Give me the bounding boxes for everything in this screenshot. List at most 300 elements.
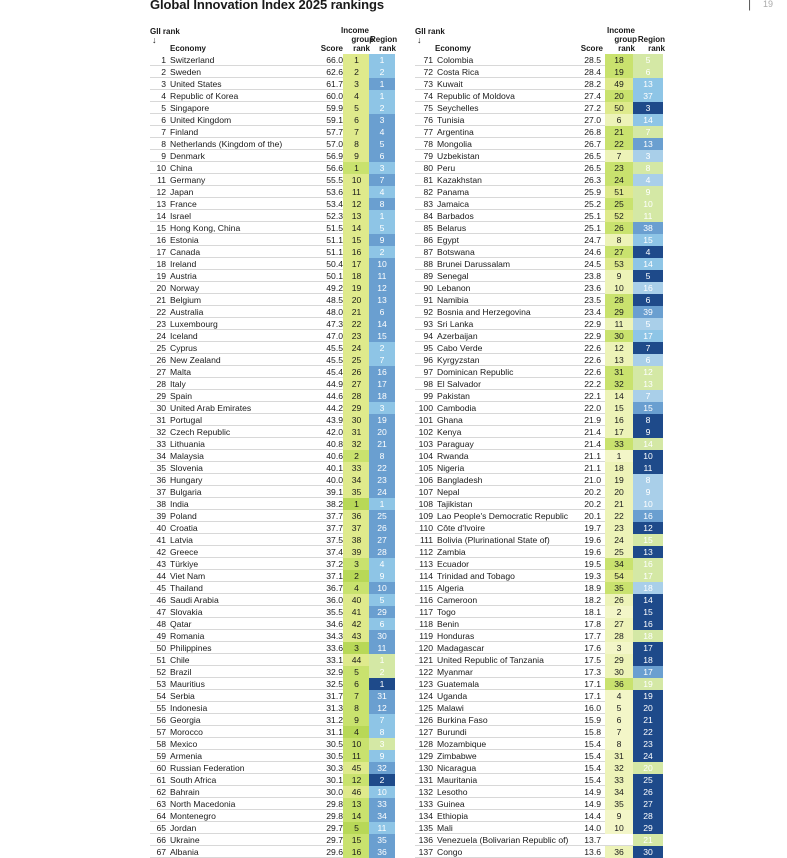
economy-cell: Belgium [170,295,202,305]
table-row [150,90,395,102]
income-rank-cell: 17 [343,258,370,270]
rank-cell: 32 [156,427,166,437]
economy-cell: Kyrgyzstan [437,355,480,365]
income-rank-cell: 28 [605,630,633,642]
table-row [415,786,660,798]
score-cell: 60.0 [326,91,343,101]
region-rank-cell: 28 [633,810,663,822]
region-rank-cell: 15 [369,330,395,342]
region-rank-cell: 38 [633,222,663,234]
region-rank-cell: 7 [633,342,663,354]
score-cell: 15.8 [584,727,601,737]
rank-cell: 100 [418,403,433,413]
score-cell: 26.8 [584,127,601,137]
income-rank-cell: 44 [343,654,370,666]
economy-cell: El Salvador [437,379,481,389]
economy-cell: Austria [170,271,197,281]
region-rank-cell: 10 [633,198,663,210]
rank-cell: 12 [156,187,166,197]
income-rank-cell: 7 [605,150,633,162]
region-rank-cell: 1 [369,498,395,510]
score-cell: 27.2 [584,103,601,113]
rank-cell: 130 [418,763,433,773]
table-row [150,570,395,582]
table-row [150,78,395,90]
income-rank-cell: 32 [605,762,633,774]
score-cell: 22.6 [584,343,601,353]
income-rank-cell: 37 [343,522,370,534]
rank-cell: 34 [156,451,166,461]
score-cell: 21.1 [584,451,601,461]
income-rank-cell: 29 [605,306,633,318]
table-row [150,66,395,78]
economy-cell: Ukraine [170,835,200,845]
table-row [415,162,660,174]
income-rank-cell: 18 [605,54,633,66]
score-cell: 29.6 [326,847,343,857]
region-rank-cell: 6 [369,306,395,318]
score-cell: 56.9 [326,151,343,161]
score-cell: 21.9 [584,415,601,425]
economy-cell: Egypt [437,235,459,245]
region-rank-cell: 24 [633,750,663,762]
rank-cell: 76 [423,115,433,125]
table-row [415,690,660,702]
region-rank-cell: 39 [633,306,663,318]
table-row [415,330,660,342]
table-row [415,258,660,270]
rank-cell: 103 [418,439,433,449]
economy-cell: North Macedonia [170,799,236,809]
region-rank-cell: 12 [633,522,663,534]
income-rank-cell: 19 [605,474,633,486]
table-row [415,402,660,414]
table-row [150,198,395,210]
income-rank-cell: 32 [343,438,370,450]
income-rank-cell: 25 [605,546,633,558]
income-rank-cell: 14 [343,810,370,822]
economy-cell: Serbia [170,691,195,701]
economy-cell: Venezuela (Bolivarian Republic of) [437,835,569,845]
table-row [415,246,660,258]
income-rank-cell: 2 [343,450,370,462]
rank-cell: 72 [423,67,433,77]
economy-cell: South Africa [170,775,217,785]
score-cell: 25.1 [584,211,601,221]
table-row [415,438,660,450]
region-rank-cell: 10 [369,582,395,594]
economy-cell: Seychelles [437,103,479,113]
economy-cell: Colombia [437,55,474,65]
region-rank-cell: 29 [369,606,395,618]
rank-cell: 91 [423,295,433,305]
income-rank-cell: 35 [343,486,370,498]
rank-cell: 20 [156,283,166,293]
economy-cell: Bangladesh [437,475,483,485]
score-cell: 17.6 [584,643,601,653]
table-row [150,798,395,810]
region-rank-cell: 6 [633,294,663,306]
income-rank-cell: 18 [605,462,633,474]
table-row [415,798,660,810]
region-rank-cell: 9 [633,426,663,438]
score-cell: 17.7 [584,631,601,641]
region-rank-cell: 11 [369,642,395,654]
score-cell: 22.6 [584,355,601,365]
table-row [415,582,660,594]
table-row [415,270,660,282]
rank-cell: 127 [418,727,433,737]
region-rank-cell: 35 [369,834,395,846]
table-row [150,114,395,126]
table-row [150,738,395,750]
region-rank-cell: 3 [369,114,395,126]
rank-cell: 56 [156,715,166,725]
region-rank-cell: 3 [633,150,663,162]
income-rank-cell: 4 [343,582,370,594]
economy-cell: Estonia [170,235,199,245]
income-rank-cell: 15 [343,234,370,246]
table-row [415,222,660,234]
score-cell: 39.1 [326,487,343,497]
table-row [415,426,660,438]
rank-cell: 22 [156,307,166,317]
score-cell: 45.5 [326,355,343,365]
income-rank-cell: 23 [605,162,633,174]
region-rank-cell: 1 [369,654,395,666]
income-header: Income [340,26,369,35]
region-rank-cell: 7 [369,714,395,726]
table-header [415,24,665,54]
score-cell: 57.7 [326,127,343,137]
region-rank-cell: 2 [369,246,395,258]
rank-cell: 119 [419,631,433,641]
table-row [415,750,660,762]
rank-cell: 62 [156,787,166,797]
score-cell: 22.1 [584,391,601,401]
income-rank-cell: 30 [605,666,633,678]
rank-cell: 121 [418,655,433,665]
economy-cell: Finland [170,127,199,137]
rank-cell: 46 [156,595,166,605]
income-rank-cell: 24 [605,174,633,186]
table-row [415,510,660,522]
income-rank-cell: 10 [343,738,370,750]
score-cell: 23.4 [584,307,601,317]
table-row [150,366,395,378]
economy-cell: Malaysia [170,451,204,461]
region-rank-cell: 13 [633,138,663,150]
score-cell: 53.6 [326,187,343,197]
income-rank-cell: 7 [343,126,370,138]
region-rank-cell: 14 [633,114,663,126]
economy-cell: Czech Republic [170,427,231,437]
region-rank-cell: 19 [633,678,663,690]
region-rank-cell: 2 [369,102,395,114]
table-row [150,558,395,570]
economy-cell: Sweden [170,67,202,77]
score-cell: 25.1 [584,223,601,233]
income-rank-cell: 6 [343,678,370,690]
income-rank-cell: 9 [605,270,633,282]
economy-cell: Mauritius [170,679,205,689]
rank-cell: 65 [156,823,166,833]
region-rank-cell: 13 [633,378,663,390]
income-rank-cell: 14 [343,222,370,234]
rank-cell: 35 [156,463,166,473]
rank-cell: 11 [157,175,166,185]
table-row [150,702,395,714]
score-cell: 33.6 [326,643,343,653]
income-rank-cell: 6 [605,714,633,726]
region-rank-cell: 6 [369,618,395,630]
gii-rank-header: GII rank [150,27,180,36]
income-rank-cell: 18 [343,270,370,282]
rank-cell: 5 [161,103,166,113]
income-rank-cell: 16 [343,246,370,258]
region-rank-cell: 14 [633,258,663,270]
score-cell: 15.4 [584,763,601,773]
region-rank-cell: 14 [633,594,663,606]
region-rank-cell: 25 [369,510,395,522]
rank-cell: 14 [156,211,166,221]
score-cell: 45.5 [326,343,343,353]
score-cell: 20.2 [584,499,601,509]
economy-cell: Georgia [170,715,201,725]
economy-cell: Rwanda [437,451,469,461]
rank-cell: 64 [156,811,166,821]
score-cell: 23.8 [584,271,601,281]
table-row [415,282,660,294]
table-row [415,102,660,114]
region-rank-cell: 25 [633,774,663,786]
region-rank-cell: 12 [633,366,663,378]
economy-cell: Congo [437,847,463,857]
income-rank-cell: 10 [605,822,633,834]
region-rank-cell: 31 [369,690,395,702]
table-row [150,414,395,426]
region-rank-cell: 10 [633,450,663,462]
table-row [150,834,395,846]
economy-cell: Côte d'Ivoire [437,523,485,533]
region-rank-cell: 22 [633,726,663,738]
table-row [415,90,660,102]
rank-cell: 13 [156,199,166,209]
rank-cell: 41 [156,535,166,545]
income-rank-cell: 15 [343,834,370,846]
score-cell: 17.1 [584,679,601,689]
region-rank-cell: 26 [633,786,663,798]
economy-cell: Trinidad and Tobago [437,571,515,581]
income-rank-cell: 34 [605,786,633,798]
income-rank-cell: 1 [605,450,633,462]
score-cell: 30.3 [326,763,343,773]
rank-cell: 3 [161,79,166,89]
score-cell: 45.4 [326,367,343,377]
rank-cell: 21 [156,295,166,305]
rank-cell: 86 [423,235,433,245]
income-rank-cell: 26 [605,594,633,606]
score-cell: 34.3 [326,631,343,641]
score-cell: 47.0 [326,331,343,341]
table-row [150,378,395,390]
table-row [150,270,395,282]
economy-cell: Denmark [170,151,205,161]
income-rank-cell: 13 [343,798,370,810]
income-rank-cell: 35 [605,798,633,810]
income-rank-cell: 31 [343,426,370,438]
income-rank-cell: 16 [343,846,370,858]
region-rank-cell: 7 [633,390,663,402]
table-row [150,426,395,438]
region-rank-cell: 21 [633,834,663,846]
income-rank-cell: 20 [605,486,633,498]
rank-cell: 33 [156,439,166,449]
score-cell: 28.2 [584,79,601,89]
score-cell: 36.7 [326,583,343,593]
table-row [415,150,660,162]
table-row [415,174,660,186]
rank-cell: 38 [156,499,166,509]
table-row [150,402,395,414]
score-cell: 43.9 [326,415,343,425]
table-row [415,54,660,66]
economy-cell: Hungary [170,475,203,485]
table-row [415,294,660,306]
rank-cell: 8 [161,139,166,149]
income-rank-cell: 25 [343,354,370,366]
economy-cell: Japan [170,187,194,197]
region-rank-cell: 5 [369,594,395,606]
table-row [415,390,660,402]
table-row [415,762,660,774]
rank-cell: 49 [156,631,166,641]
economy-cell: Nigeria [437,463,465,473]
region-rank-cell: 14 [369,318,395,330]
income-rank-cell: 14 [605,390,633,402]
income-rank-cell: 9 [343,150,370,162]
table-row [415,738,660,750]
score-cell: 21.4 [584,427,601,437]
income-rank-cell: 26 [605,222,633,234]
region-rank-cell: 24 [369,486,395,498]
table-row [415,654,660,666]
table-row [415,462,660,474]
region-rank-cell: 27 [369,534,395,546]
income-header: Income [606,26,635,35]
region-rank-cell: 34 [369,810,395,822]
score-cell: 47.3 [326,319,343,329]
table-row [150,546,395,558]
economy-cell: Ireland [170,259,197,269]
economy-cell: United Kingdom [170,115,232,125]
income-rank-cell: 53 [605,258,633,270]
table-row [150,762,395,774]
economy-cell: Paraguay [437,439,474,449]
rank-cell: 59 [156,751,166,761]
table-row [415,570,660,582]
economy-cell: Brunei Darussalam [437,259,511,269]
table-row [415,474,660,486]
region-header: Region [637,35,665,44]
economy-cell: Zimbabwe [437,751,477,761]
score-cell: 25.2 [584,199,601,209]
score-cell: 18.1 [584,607,601,617]
region-rank-cell: 6 [633,66,663,78]
region-rank-cell: 30 [369,630,395,642]
table-row [415,618,660,630]
economy-cell: Tajikistan [437,499,473,509]
region-rank-cell: 11 [633,210,663,222]
economy-cell: Bulgaria [170,487,202,497]
score-cell: 30.5 [326,751,343,761]
income-rank-cell: 41 [343,606,370,618]
score-cell: 15.4 [584,775,601,785]
income-rank-cell: 45 [343,762,370,774]
region-rank-cell: 17 [633,642,663,654]
score-cell: 62.6 [326,67,343,77]
economy-cell: Norway [170,283,200,293]
economy-cell: Italy [170,379,186,389]
table-row [150,642,395,654]
sort-arrow-icon: ↓ [417,35,422,45]
rank-cell: 45 [156,583,166,593]
region-rank-cell: 8 [633,474,663,486]
economy-cell: Viet Nam [170,571,206,581]
income-rank-cell: 21 [343,306,370,318]
income-rank-cell: 35 [605,582,633,594]
economy-cell: Dominican Republic [437,367,514,377]
table-row [150,522,395,534]
score-cell: 38.2 [326,499,343,509]
region-rank-cell: 10 [369,258,395,270]
table-row [150,390,395,402]
table-row [150,690,395,702]
table-row [415,186,660,198]
score-cell: 59.9 [326,103,343,113]
rank-cell: 24 [156,331,166,341]
page-divider: | [748,0,752,11]
table-row [415,642,660,654]
score-cell: 15.4 [584,739,601,749]
score-cell: 14.9 [584,787,601,797]
economy-cell: Mali [437,823,453,833]
economy-cell: Slovakia [170,607,203,617]
economy-cell: Nicaragua [437,763,477,773]
region-rank-cell: 8 [633,162,663,174]
rank-cell: 77 [423,127,433,137]
group-header: group [614,35,637,44]
region-rank-cell: 22 [369,462,395,474]
income-rank-cell: 27 [605,618,633,630]
income-rank-cell: 6 [343,114,370,126]
table-row [150,678,395,690]
table-row [150,162,395,174]
region-rank-cell: 8 [369,450,395,462]
score-cell: 30.1 [326,775,343,785]
region-rank-cell: 2 [369,666,395,678]
income-rank-cell: 4 [605,690,633,702]
economy-cell: Russian Federation [170,763,245,773]
economy-cell: Indonesia [170,703,208,713]
table-body [415,54,660,858]
rank-cell: 16 [156,235,166,245]
rank-cell: 4 [161,91,166,101]
income-rank-cell: 30 [605,330,633,342]
region-rank-cell: 3 [633,102,663,114]
rank-cell: 112 [419,547,433,557]
rank-cell: 120 [418,643,433,653]
